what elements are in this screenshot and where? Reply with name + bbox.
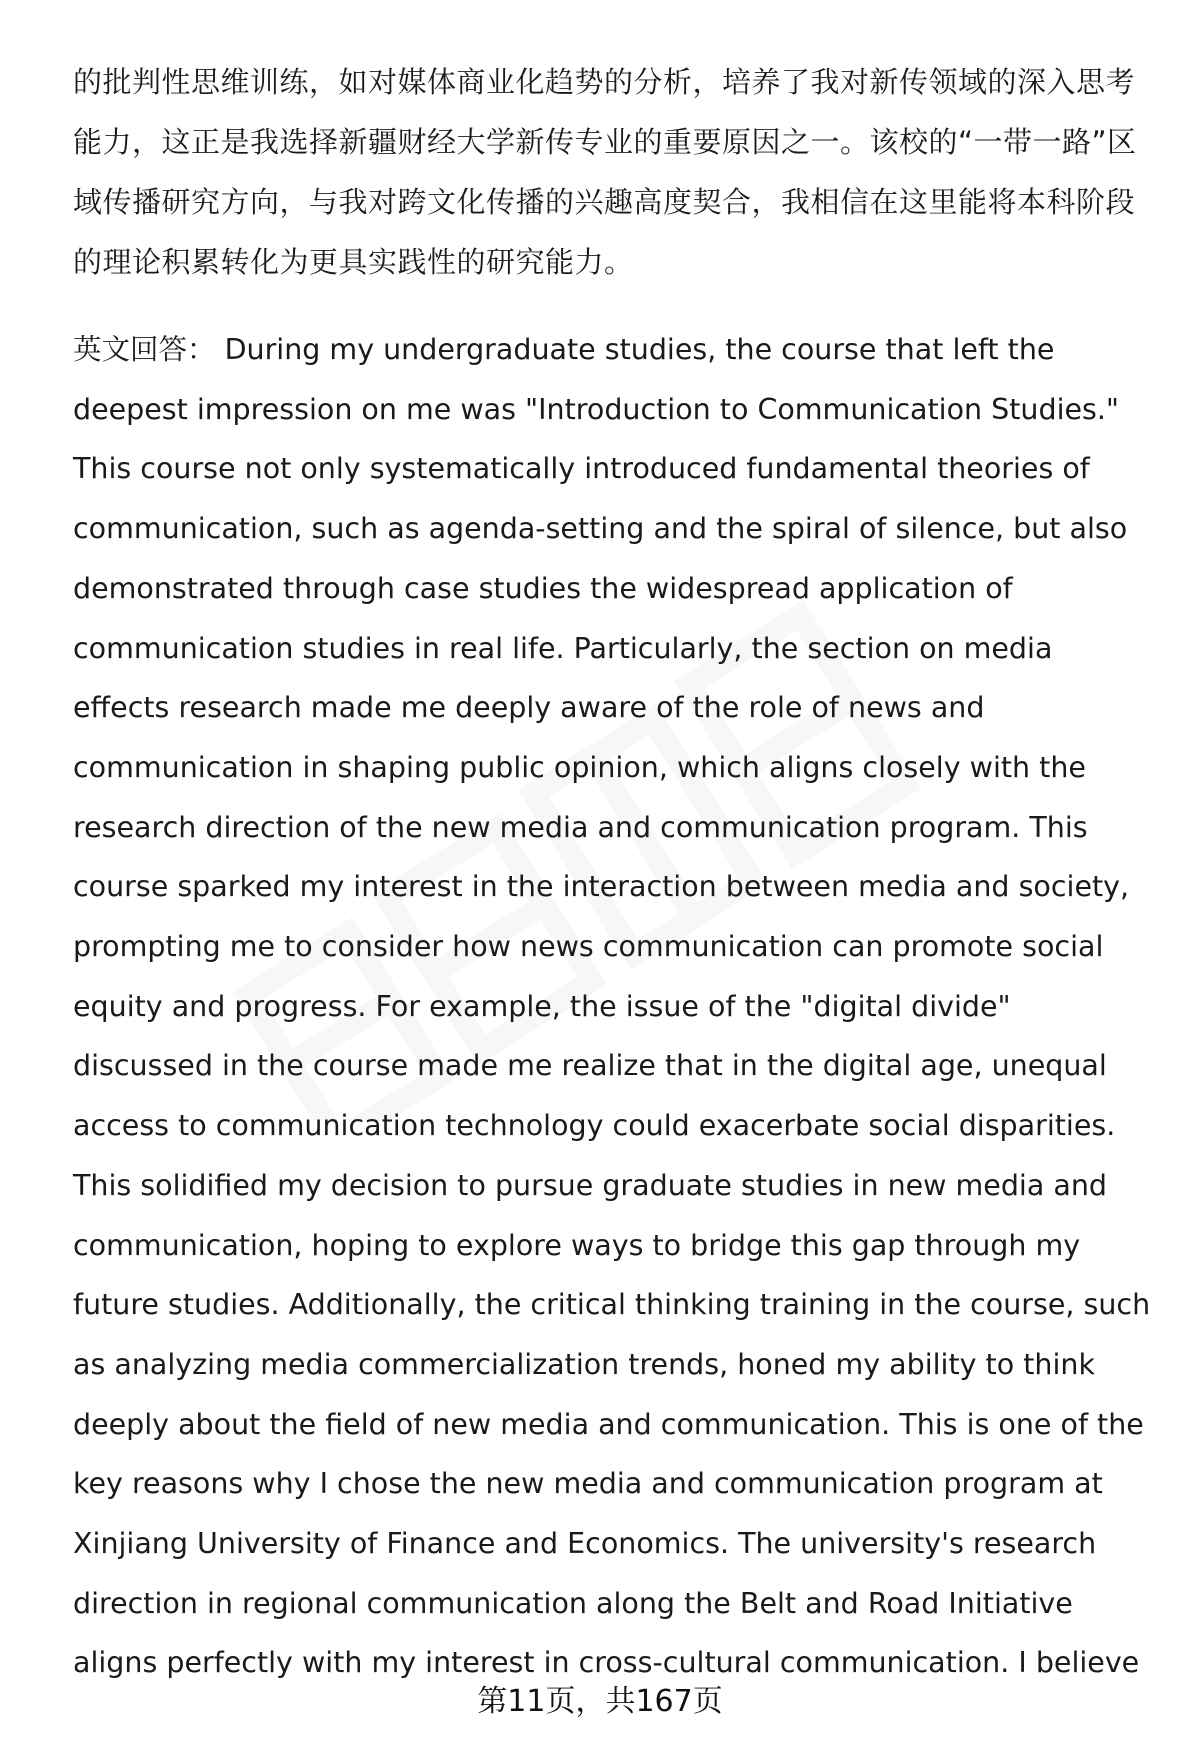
english-answer-text: During my undergraduate studies, the course that left the deepest impression on me was "Introduction to Communication Studies." This course not only systematically introduced fundamental theories of communication, such as agenda-setting and the spiral of silence, but also demonstrated through case studies the widespread application of communication studies in real life. Particularly, the section on media effects research made me deeply aware of the role of news and communication in shaping public opinion, which aligns closely with the research direction of the new media and communication program. This course sparked my interest in the interaction between media and society, prompting me to consider how news communication can promote social equity and progress. For example, the issue of the "digital divide" discussed in the course made me realize that in the digital age, unequal access to communication technology could exacerbate social disparities. This solidified my decision to pursue graduate studies in new media and communication, hoping to explore ways to bridge this gap through my future studies. Additionally, the critical thinking training in the course, such as analyzing media commercialization trends, honed my ability to think deeply about the field of new media and communication. This is one of the key reasons why I chose the new media and communication program at Xinjiang University of Finance and Economics. The university's research direction in regional communication along the Belt and Road Initiative aligns perfectly with my interest in cross-cultural communication. I believe <box>73 333 1151 1680</box>
page-number: 第11页，共167页 <box>477 1684 723 1719</box>
document-page <box>73 52 1153 1693</box>
english-answer-label: 英文回答： <box>73 333 216 366</box>
english-answer-paragraph <box>73 320 1153 1693</box>
chinese-paragraph: 的批判性思维训练，如对媒体商业化趋势的分析，培养了我对新传领域的深入思考能力，这正是我选择新疆财经大学新传专业的重要原因之一。该校的“一带一路”区域传播研究方向，与我对跨文化传播的兴趣高度契合，我相信在这里能将本科阶段的理论积累转化为更具实践性的研究能力。 <box>73 65 1137 279</box>
